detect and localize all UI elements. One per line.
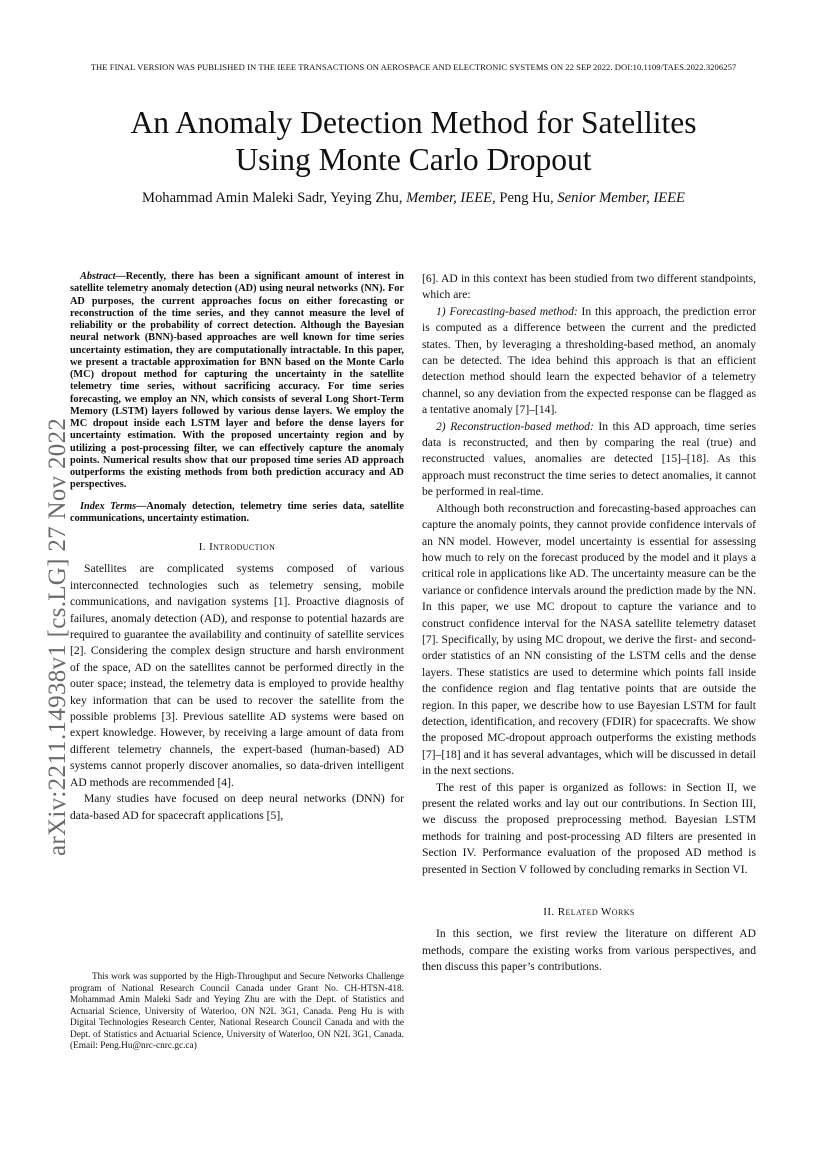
uncertainty-paragraph: Although both reconstruction and forecasting-based approaches can capture the anomaly points, they cannot provide confidence intervals of an NN model. However, model uncertainty is essential for assessing how much to rely on the forecast produced by the model and it plays a critical role in applications like AD. The uncertainty measure can be the variance or confidence intervals around the prediction made by the NN. In this paper, we use MC dropout to capture the variance and to construct confidence interval for the NASA satellite telemetry dataset [7]. Specifically, by using MC dropout, we derive the first- and second-order statistics of an NN consisting of the LSTM cells and the dense layers. These statistics are used to determine which points fall inside the confidence region and flag tentative points that are outside the region. In this paper, we describe how to use Bayesian LSTM for fault detection, identification, and recovery (FDIR) for spacecrafts. We show the proposed MC-dropout approach outperforms the existing methods [7]–[18] and it has several advantages, which will be discussed in detail in the next sections. [422, 501, 756, 778]
right-paragraph-continued: [6]. AD in this context has been studied from two different standpoints, which are: [422, 272, 756, 302]
abstract [70, 271, 404, 492]
method-1-text: In this approach, the prediction error is computed as a difference between the current and the predicted states. Then, by leveraging a thresholding-based method, an anomaly can be detected. The idea behind this approach is that an efficient detection method should learn the expected behavior of a telemetry channel, so any deviation from the expected response can be flagged as a tentative anomaly [7]–[14]. [422, 304, 756, 417]
section-heading-related-works [422, 904, 756, 920]
organization-paragraph: The rest of this paper is organized as follows: in Section II, we present the related works and lay out our contributions. In Section III, we discuss the proposed preprocessing method. Bayesian LSTM methods for training and post-processing AD filters are presented in Section IV. Performance evaluation of the proposed AD method is presented in Section V followed by concluding remarks in Section VI. [422, 780, 756, 876]
abstract-label: Abstract [80, 271, 116, 282]
author-role-2: Senior Member, IEEE [557, 190, 685, 206]
index-terms-text: —Anomaly detection, telemetry time series data, satellite communications, uncertainty estimation. [70, 500, 404, 524]
related-works-paragraph: In this section, we first review the literature on different AD methods, compare the existing works from various perspectives, and then discuss this paper’s contributions. [422, 927, 756, 974]
method-2-paragraph [422, 419, 756, 501]
abstract-text: —Recently, there has been a significant amount of interest in satellite telemetry anomaly detection (AD) using neural networks (NN). For AD purposes, the current approaches focus on either forecasting or reconstruction of the time series, and they cannot measure the level of reliability or the probability of correct detection. Although the Bayesian neural network (BNN)-based approaches are well known for time series uncertainty estimation, they are computationally intractable. In this paper, we present a tractable approximation for BNN based on the Monte Carlo (MC) dropout method for capturing the uncertainty in the satellite telemetry time series, without sacrificing accuracy. For time series forecasting, we employ an NN, which consists of several Long Short-Term Memory (LSTM) layers followed by various dense layers. We employ the MC dropout inside each LSTM layer and before the dense layers for uncertainty estimation. With the proposed uncertainty region and by utilizing a post-processing filter, we can effectively capture the anomaly points. Numerical results show that our proposed time series AD approach outperforms the existing methods from both prediction accuracy and AD perspectives. [70, 271, 404, 491]
section-heading-introduction [70, 539, 404, 555]
index-terms [70, 501, 404, 526]
authors-part-2: Peng Hu, [495, 190, 558, 206]
authors-part-1: Mohammad Amin Maleki Sadr, Yeying Zhu, [142, 190, 407, 206]
section-2-number: II. [543, 906, 558, 919]
intro-paragraph-1: Satellites are complicated systems composed of various interconnected technologies such as telemetry sensing, mobile communications, and navigation systems [1]. Proactive diagnosis of failures, anomaly detection (AD), and response to potential hazards are required to guarantee the availability and continuity of satellite services [2]. Considering the complex design structure and harsh environment of the space, AD on the satellites cannot be performed directly in the outer space; instead, the telemetry data is employed to provide healthy key information that can be used to recover the satellite from the possible problems [3]. Previous satellite AD systems were based on expert knowledge. However, by receiving a large amount of data from different telemetry channels, the expert-based (human-based) AD systems cannot properly discover anomalies, so data-driven intelligent AD methods are recommended [4]. [70, 562, 404, 789]
method-2-label: 2) Reconstruction-based method: [436, 419, 594, 433]
section-title: Introduction [209, 541, 276, 553]
intro-paragraph-2: Many studies have focused on deep neural networks (DNN) for data-based AD for spacecraft applications [5], [70, 792, 404, 822]
section-number: I. [198, 541, 210, 553]
index-terms-label: Index Terms [80, 500, 137, 512]
method-1-paragraph [422, 304, 756, 419]
footnote-text: This work was supported by the High-Throughput and Secure Networks Challenge program of National Research Council Canada under Grant No. CH-HTSN-418. Mohammad Amin Maleki Sadr and Yeying Zhu are with the Dept. of Statistics and Actuarial Science, University of Waterloo, ON N2L 3G1, Canada. Peng Hu is with Digital Technologies Research Center, National Research Council Canada and with the Dept. of Statistics and Actuarial Science, University of Waterloo, ON N2L 3G1, Canada. (Email: Peng.Hu@nrc-cnrc.gc.ca) [70, 972, 404, 1051]
title-line-1: An Anomaly Detection Method for Satellites [130, 105, 697, 140]
author-role-1: Member, IEEE, [406, 190, 496, 206]
author-list [0, 190, 827, 207]
paper-title [0, 104, 827, 178]
method-2-text: In this AD approach, time series data is reconstructed, and then by comparing the real (true) and reconstructed values, anomalies are detected [15]–[18]. As this approach must reconstruct the time series to detect anomalies, it cannot be performed in real-time. [422, 419, 757, 499]
right-column [422, 271, 756, 976]
arxiv-identifier: arXiv:2211.14938v1 [cs.LG] 27 Nov 2022 [44, 417, 71, 856]
method-1-label: 1) Forecasting-based method: [436, 304, 578, 318]
publication-note: THE FINAL VERSION WAS PUBLISHED IN THE IEEE TRANSACTIONS ON AEROSPACE AND ELECTRONIC SYSTEMS ON 22 SEP 2022. DOI:10.1109/TAES.2022.3206257 [90, 62, 737, 72]
title-line-2: Using Monte Carlo Dropout [235, 142, 592, 177]
section-2-title: Related Works [557, 906, 635, 919]
funding-footnote [70, 972, 404, 1053]
left-column [70, 271, 404, 824]
